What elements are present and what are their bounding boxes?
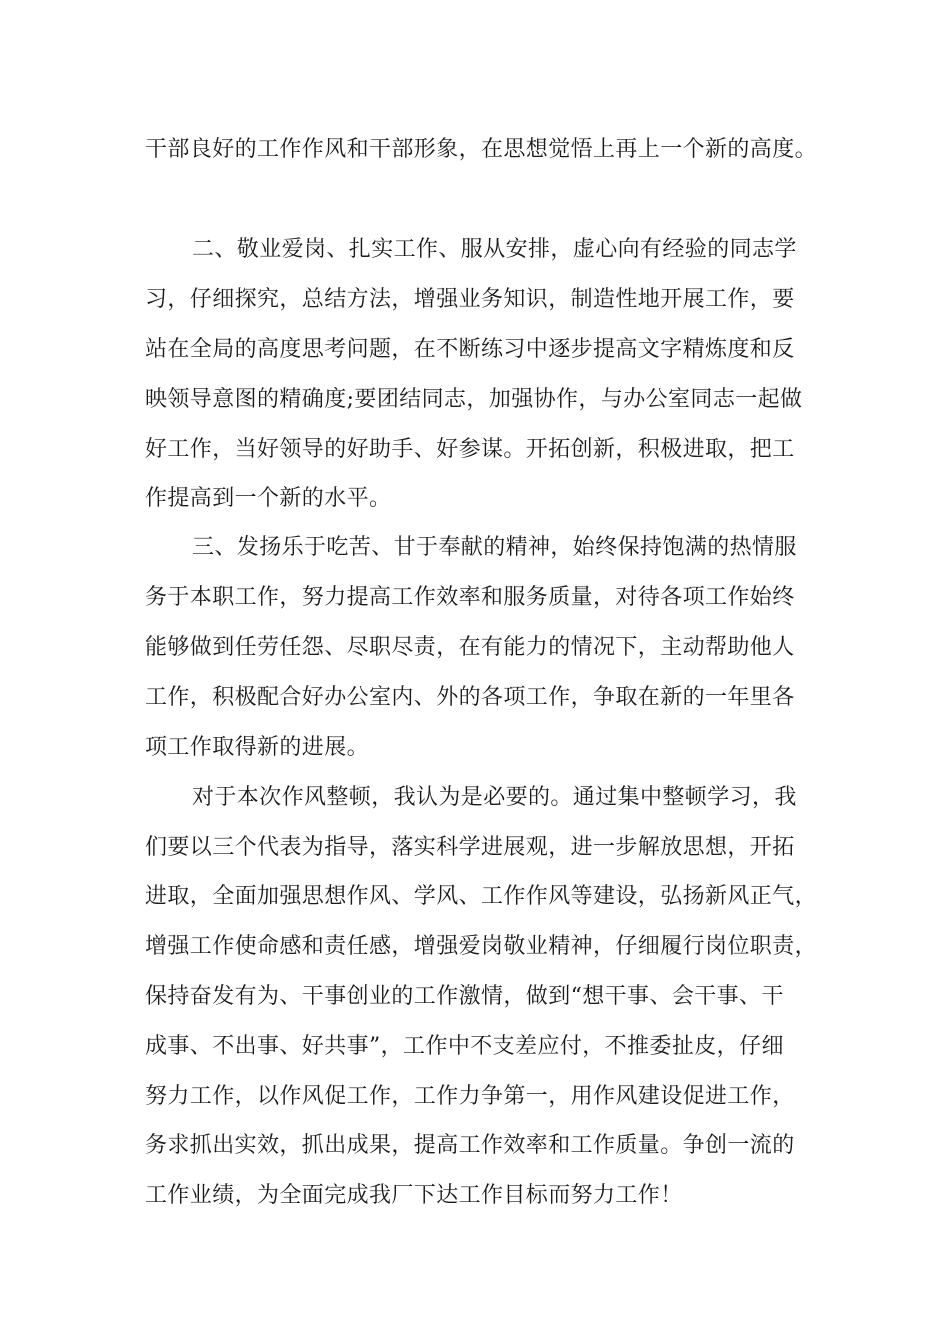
- text-line: 习，仔细探究，总结方法，增强业务知识，制造性地开展工作，要: [145, 287, 795, 312]
- text-line: 工作业绩，为全面完成我厂下达工作目标而努力工作！: [145, 1183, 683, 1208]
- text-line: 能够做到任劳任怨、尽职尽责，在有能力的情况下，主动帮助他人: [145, 635, 795, 660]
- text-line: 二、敬业爱岗、扎实工作、服从安排，虚心向有经验的同志学: [192, 237, 797, 262]
- text-line: 成事、不出事、好共事”，工作中不支差应付，不推委扯皮，仔细: [145, 1034, 784, 1059]
- text-line: 务于本职工作，努力提高工作效率和服务质量，对待各项工作始终: [145, 585, 795, 610]
- text-line: 保持奋发有为、干事创业的工作激情，做到“想干事、会干事、干: [145, 984, 784, 1009]
- text-line: 务求抓出实效，抓出成果，提高工作效率和工作质量。争创一流的: [145, 1133, 795, 1158]
- text-line: 干部良好的工作作风和干部形象，在思想觉悟上再上一个新的高度。: [145, 137, 818, 162]
- text-line: 映领导意图的精确度;要团结同志，加强协作，与办公室同志一起做: [145, 387, 803, 412]
- text-line: 努力工作，以作风促工作，工作力争第一，用作风建设促进工作，: [145, 1084, 795, 1109]
- text-line: 作提高到一个新的水平。: [145, 486, 392, 511]
- text-line: 站在全局的高度思考问题，在不断练习中逐步提高文字精炼度和反: [145, 337, 795, 362]
- text-line: 三、发扬乐于吃苦、甘于奉献的精神，始终保持饱满的热情服: [192, 535, 797, 560]
- text-line: 增强工作使命感和责任感，增强爱岗敬业精神，仔细履行岗位职责，: [145, 934, 818, 959]
- text-line: 好工作，当好领导的好助手、好参谋。开拓创新，积极进取，把工: [145, 437, 795, 462]
- text-line: 对于本次作风整顿，我认为是必要的。通过集中整顿学习，我: [192, 785, 797, 810]
- text-line: 工作，积极配合好办公室内、外的各项工作，争取在新的一年里各: [145, 685, 795, 710]
- text-line: 项工作取得新的进展。: [145, 735, 370, 760]
- text-line: 们要以三个代表为指导，落实科学进展观，进一步解放思想，开拓: [145, 835, 795, 860]
- text-line: 进取，全面加强思想作风、学风、工作作风等建设，弘扬新风正气，: [145, 884, 818, 909]
